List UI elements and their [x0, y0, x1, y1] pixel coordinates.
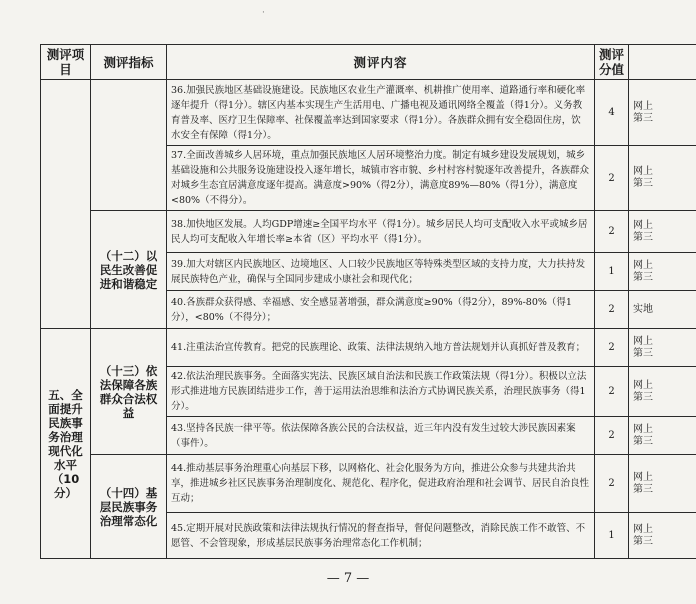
table-row-38 [41, 211, 696, 253]
item-content: 45.定期开展对民族政策和法律法规执行情况的督查指导，督促问题整改，消除民族工作不敢管、不愿管、不会管现象，形成基层民族事务治理常态化工作机制； [167, 513, 595, 559]
item-method: 网上 第三 [629, 513, 696, 559]
indicator-cell [91, 80, 167, 211]
category-cell: 五、全面提升民族事务治理现代化水平（10分） [41, 329, 91, 559]
evaluation-table [40, 44, 696, 559]
item-score: 1 [595, 513, 629, 559]
item-score: 2 [595, 329, 629, 367]
item-score: 2 [595, 455, 629, 513]
header-category: 测评项目 [41, 45, 91, 80]
item-content: 40.各族群众获得感、幸福感、安全感显著增强，群众满意度≥90%（得2分），89%-80%（得1分），<80%（不得分）； [167, 291, 595, 329]
item-score: 2 [595, 417, 629, 455]
item-content: 44.推动基层事务治理重心向基层下移，以网格化、社会化服务为方向，推进公众参与共建共治共享，推进城乡社区民族事务治理制度化、规范化、程序化，促进政府治理和社会调节、居民自治良性互动； [167, 455, 595, 513]
item-score: 1 [595, 253, 629, 291]
indicator-cell: （十四）基层民族事务治理常态化 [91, 455, 167, 559]
item-score: 2 [595, 146, 629, 211]
item-content: 42.依法治理民族事务。全面落实宪法、民族区域自治法和民族工作政策法规（得1分）。积极以立法形式推进地方民族团结进步工作，善于运用法治思维和法治方式协调民族关系，治理民族事务（得1分）。 [167, 367, 595, 417]
item-method: 网上 第三 [629, 253, 696, 291]
item-method: 网上 第三 [629, 455, 696, 513]
item-content: 39.加大对辖区内民族地区、边境地区、人口较少民族地区等特殊类型区域的支持力度，大力扶持发展民族特色产业，确保与全国同步建成小康社会和现代化； [167, 253, 595, 291]
item-content: 43.坚持各民族一律平等。依法保障各族公民的合法权益，近三年内没有发生过较大涉民族因素案（事件）。 [167, 417, 595, 455]
item-method: 网上 第三 [629, 367, 696, 417]
item-method: 网上 第三 [629, 80, 696, 146]
table-row-36 [41, 80, 696, 146]
page-number: — 7 — [326, 571, 370, 586]
item-method: 网上 第三 [629, 329, 696, 367]
item-score: 2 [595, 211, 629, 253]
header-method [629, 45, 696, 80]
indicator-cell: （十三）依法保障各族群众合法权益 [91, 329, 167, 455]
indicator-cell: （十二）以民生改善促进和谐稳定 [91, 211, 167, 329]
table-header-row [41, 45, 696, 80]
item-content: 38.加快地区发展。人均GDP增速≥全国平均水平（得1分）。城乡居民人均可支配收入水平或城乡居民人均可支配收入年增长率≥本省（区）平均水平（得1分）。 [167, 211, 595, 253]
item-method: 网上 第三 [629, 417, 696, 455]
item-method: 网上 第三 [629, 146, 696, 211]
header-indicator: 测评指标 [91, 45, 167, 80]
header-content: 测评内容 [167, 45, 595, 80]
top-mark: · [262, 8, 265, 18]
item-content: 36.加强民族地区基础设施建设。民族地区农业生产灌溉率、机耕推广使用率、道路通行率和硬化率逐年提升（得1分）。辖区内基本实现生产生活用电、广播电视及通讯网络全覆盖（得1分）。义务教育普及率、医疗卫生保障率、社保覆盖率达到国家要求（得1分）。各族群众拥有安全稳固住房，饮水安全有保障（得1分）。 [167, 80, 595, 146]
table-row-44 [41, 455, 696, 513]
category-cell [41, 80, 91, 329]
item-content: 37.全面改善城乡人居环境，重点加强民族地区人居环境整治力度。制定有城乡建设发展规划，城乡基础设施和公共服务设施建设投入逐年增长，城镇市容市貌、乡村村容村貌逐年改善提升，各族群众对城乡生态宜居满意度逐年提高。满意度>90%（得2分），满意度89%—80%（得1分），满意度<80%（不得分）。 [167, 146, 595, 211]
header-score: 测评分值 [595, 45, 629, 80]
item-score: 4 [595, 80, 629, 146]
item-score: 2 [595, 367, 629, 417]
item-method: 实地 [629, 291, 696, 329]
item-method: 网上 第三 [629, 211, 696, 253]
table-row-41 [41, 329, 696, 367]
item-content: 41.注重法治宣传教育。把党的民族理论、政策、法律法规纳入地方普法规划并认真抓好普及教育； [167, 329, 595, 367]
item-score: 2 [595, 291, 629, 329]
